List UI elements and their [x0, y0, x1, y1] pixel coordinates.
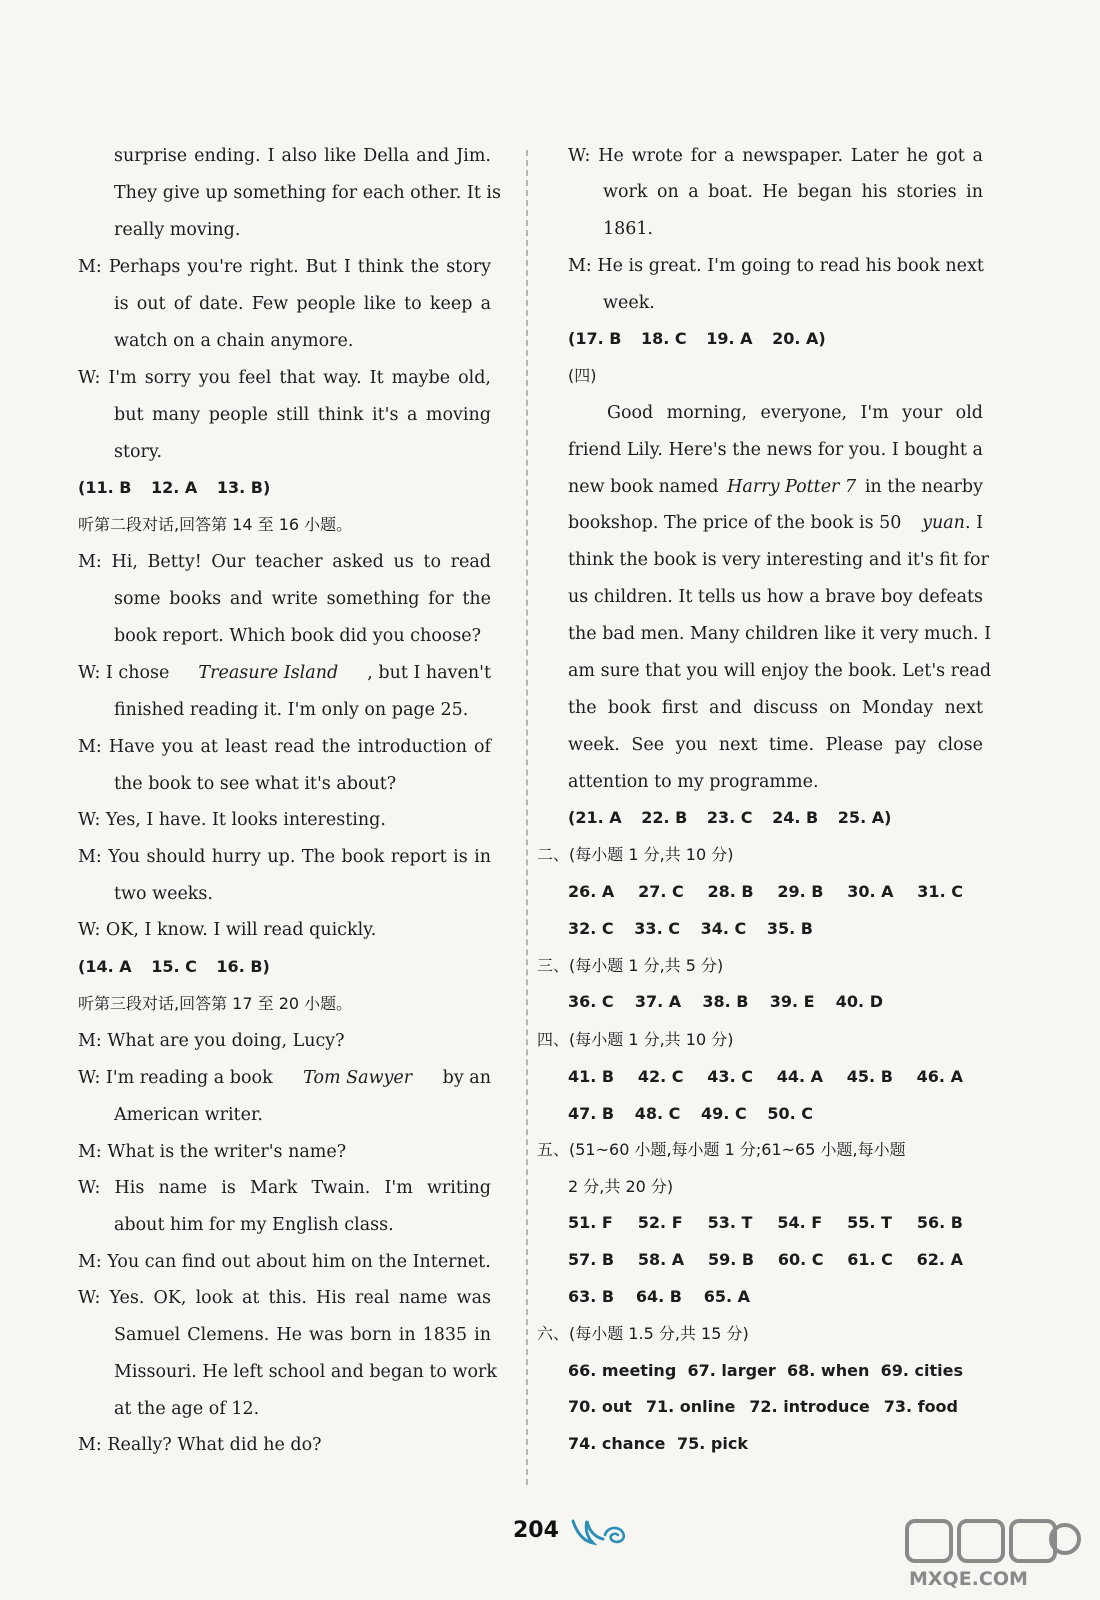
answer-item: 42. C	[637, 1067, 684, 1086]
answer-row	[568, 919, 813, 939]
answer-row	[78, 957, 270, 977]
dialogue-line: the book to see what it's about?	[114, 774, 397, 794]
dialogue-line: W: His name is Mark Twain. I'm writing	[78, 1178, 491, 1198]
answer-item: 52. F	[637, 1213, 683, 1232]
answer-item: 69. cities	[880, 1361, 963, 1380]
answer-item: 54. F	[777, 1213, 823, 1232]
answer-item: 29. B	[777, 882, 824, 901]
column-divider	[526, 150, 528, 1485]
dialogue-line: W: Yes, I have. It looks interesting.	[78, 810, 386, 830]
book-title: Harry Potter 7	[727, 477, 857, 497]
watermark-logo	[903, 1515, 1085, 1591]
answer-item: 51. F	[568, 1213, 613, 1232]
answer-item: 57. B	[568, 1250, 615, 1269]
dialogue-line: work on a boat. He began his stories in	[603, 182, 983, 202]
answer-item: 22. B	[641, 808, 688, 827]
answer-item: 30. A	[847, 882, 894, 901]
answer-item: 31. C	[917, 882, 963, 901]
answer-item: (17. B	[568, 329, 622, 348]
answer-row	[568, 882, 963, 902]
answer-item: 20. A)	[772, 329, 826, 348]
answer-item: 28. B	[707, 882, 754, 901]
currency-word: yuan	[922, 513, 965, 533]
answer-item: 66. meeting	[568, 1361, 677, 1380]
book-title: Tom Sawyer	[303, 1068, 413, 1088]
answer-item: 59. B	[707, 1250, 755, 1269]
dialogue-line: They give up something for each other. It is	[114, 183, 502, 203]
section-heading: 五、(51~60 小题,每小题 1 分;61~65 小题,每小题	[537, 1140, 906, 1159]
section-heading: 六、(每小题 1.5 分,共 15 分)	[537, 1324, 749, 1343]
section-heading: 2 分,共 20 分)	[568, 1177, 674, 1196]
text-span: new book named	[568, 477, 719, 497]
passage-line: attention to my programme.	[568, 772, 819, 792]
answer-item: 68. when	[787, 1361, 870, 1380]
answer-item: 24. B	[772, 808, 819, 827]
answer-item: 32. C	[568, 919, 614, 938]
dialogue-line: story.	[114, 442, 163, 462]
answer-item: 60. C	[777, 1250, 824, 1269]
passage-line	[568, 513, 983, 533]
answer-item: 26. A	[568, 882, 615, 901]
answer-item: 55. T	[847, 1213, 892, 1232]
answer-row	[568, 1361, 963, 1381]
dialogue-line: M: What is the writer's name?	[78, 1142, 347, 1162]
answer-item: 63. B	[568, 1287, 615, 1306]
section-heading: 四、(每小题 1 分,共 10 分)	[537, 1030, 734, 1049]
dialogue-line: surprise ending. I also like Della and Jim.	[114, 146, 491, 166]
answer-row	[568, 1067, 963, 1087]
answer-row	[568, 1213, 963, 1233]
dialogue-line	[78, 1068, 491, 1088]
answer-item: 37. A	[634, 992, 682, 1011]
dialogue-line: watch on a chain anymore.	[114, 331, 354, 351]
answer-item: 64. B	[635, 1287, 682, 1306]
dialogue-line: M: Hi, Betty! Our teacher asked us to read	[78, 552, 491, 572]
answer-item: 16. B)	[216, 957, 270, 976]
dialogue-line: really moving.	[114, 220, 241, 240]
answer-item: 12. A	[151, 478, 198, 497]
dialogue-line: W: OK, I know. I will read quickly.	[78, 920, 377, 940]
dialogue-line: M: You should hurry up. The book report is in	[78, 847, 491, 867]
answer-row	[78, 478, 270, 498]
answer-item: 74. chance	[568, 1434, 666, 1453]
answer-item: 38. B	[702, 992, 749, 1011]
answer-item: 67. larger	[687, 1361, 776, 1380]
dialogue-line: Samuel Clemens. He was born in 1835 in	[114, 1325, 491, 1345]
dialogue-line: M: He is great. I'm going to read his book next	[568, 256, 984, 276]
answer-item: 70. out	[568, 1397, 632, 1416]
dialogue-line: about him for my English class.	[114, 1215, 394, 1235]
answer-item: 71. online	[645, 1397, 736, 1416]
answer-item: 47. B	[568, 1104, 615, 1123]
answer-item: 27. C	[638, 882, 684, 901]
answer-item: 23. C	[706, 808, 753, 827]
answer-item: 13. B)	[216, 478, 271, 497]
text-span: . I	[964, 513, 983, 533]
dialogue-line: M: Perhaps you're right. But I think the story	[78, 257, 491, 277]
section-heading: 听第二段对话,回答第 14 至 16 小题。	[78, 515, 353, 534]
answer-item: 46. A	[916, 1067, 963, 1086]
answer-item: (21. A	[568, 808, 622, 827]
dialogue-line: M: Have you at least read the introduction of	[78, 737, 491, 757]
dialogue-line: M: You can find out about him on the Internet.	[78, 1252, 491, 1272]
section-heading: 听第三段对话,回答第 17 至 20 小题。	[78, 994, 353, 1013]
passage-line: week. See you next time. Please pay close	[568, 735, 983, 755]
watermark-text: MXQE.COM	[909, 1568, 1028, 1590]
passage-line: us children. It tells us how a brave boy defeats	[568, 587, 984, 607]
answer-item: 19. A	[706, 329, 753, 348]
dialogue-line: some books and write something for the	[114, 589, 491, 609]
answer-row	[568, 992, 883, 1012]
answer-item: 49. C	[701, 1104, 747, 1123]
answer-item: 61. C	[847, 1250, 893, 1269]
answer-item: 72. introduce	[749, 1397, 870, 1416]
answer-item: 65. A	[703, 1287, 750, 1306]
swirl-ornament-icon	[567, 1515, 637, 1551]
answer-item: 44. A	[776, 1067, 824, 1086]
text-span: in the nearby	[864, 477, 983, 497]
dialogue-line: two weeks.	[114, 884, 213, 904]
dialogue-line: M: What are you doing, Lucy?	[78, 1031, 345, 1051]
answer-row	[568, 808, 891, 828]
dialogue-line: week.	[603, 293, 655, 313]
dialogue-line: W: Yes. OK, look at this. His real name was	[78, 1288, 491, 1308]
text-span: , but I haven't	[367, 663, 491, 683]
answer-item: 25. A)	[837, 808, 892, 827]
answer-item: 45. B	[846, 1067, 893, 1086]
dialogue-line	[78, 663, 491, 683]
answer-row	[568, 1104, 813, 1124]
answer-item: 53. T	[707, 1213, 753, 1232]
answer-item: 18. C	[641, 329, 687, 348]
answer-item: (11. B	[78, 478, 132, 497]
passage-line	[568, 477, 983, 497]
dialogue-line: M: Really? What did he do?	[78, 1435, 322, 1455]
section-heading: 三、(每小题 1 分,共 5 分)	[537, 956, 724, 975]
answer-item: 33. C	[634, 919, 680, 938]
dialogue-line: finished reading it. I'm only on page 25.	[114, 700, 469, 720]
book-title: Treasure Island	[198, 663, 339, 683]
answer-item: 62. A	[916, 1250, 963, 1269]
dialogue-line: but many people still think it's a moving	[114, 405, 491, 425]
answer-item: 73. food	[883, 1397, 958, 1416]
passage-line: think the book is very interesting and it's fit for	[568, 550, 989, 570]
text-span: W: I chose	[78, 663, 170, 683]
dialogue-line: W: I'm sorry you feel that way. It maybe old,	[78, 368, 491, 388]
answer-item: 35. B	[766, 919, 813, 938]
dialogue-line: 1861.	[603, 219, 654, 239]
answer-row	[568, 1397, 958, 1417]
dialogue-line: W: He wrote for a newspaper. Later he got a	[568, 146, 983, 166]
answer-item: 75. pick	[677, 1434, 748, 1453]
answer-item: 39. E	[769, 992, 815, 1011]
answer-row	[568, 1287, 750, 1307]
page-number: 204	[513, 1518, 559, 1543]
passage-line: friend Lily. Here's the news for you. I bought a	[568, 440, 983, 460]
answer-item: 48. C	[634, 1104, 681, 1123]
answer-item: 50. C	[767, 1104, 813, 1123]
text-span: W: I'm reading a book	[78, 1068, 273, 1088]
answer-item: 43. C	[707, 1067, 753, 1086]
dialogue-line: book report. Which book did you choose?	[114, 626, 482, 646]
answer-item: 56. B	[916, 1213, 963, 1232]
text-span: bookshop. The price of the book is 50	[568, 513, 902, 533]
section-heading: 二、(每小题 1 分,共 10 分)	[537, 845, 734, 864]
text-span: by an	[442, 1068, 491, 1088]
passage-line: the bad men. Many children like it very much. I	[568, 624, 992, 644]
answer-item: 40. D	[835, 992, 883, 1011]
answer-row	[568, 1434, 748, 1454]
section-marker: (四)	[568, 366, 597, 385]
answer-item: 36. C	[568, 992, 614, 1011]
answer-row	[568, 1250, 963, 1270]
answer-item: 58. A	[637, 1250, 685, 1269]
passage-line: am sure that you will enjoy the book. Let's read	[568, 661, 992, 681]
passage-line: Good morning, everyone, I'm your old	[607, 403, 983, 423]
passage-line: the book first and discuss on Monday next	[568, 698, 983, 718]
answer-item: 41. B	[568, 1067, 615, 1086]
answer-item: 34. C	[700, 919, 747, 938]
dialogue-line: Missouri. He left school and began to work	[114, 1362, 497, 1382]
answer-item: (14. A	[78, 957, 132, 976]
dialogue-line: American writer.	[114, 1105, 263, 1125]
dialogue-line: at the age of 12.	[114, 1399, 260, 1419]
answer-item: 15. C	[151, 957, 197, 976]
dialogue-line: is out of date. Few people like to keep a	[114, 294, 491, 314]
answer-row	[568, 329, 826, 349]
